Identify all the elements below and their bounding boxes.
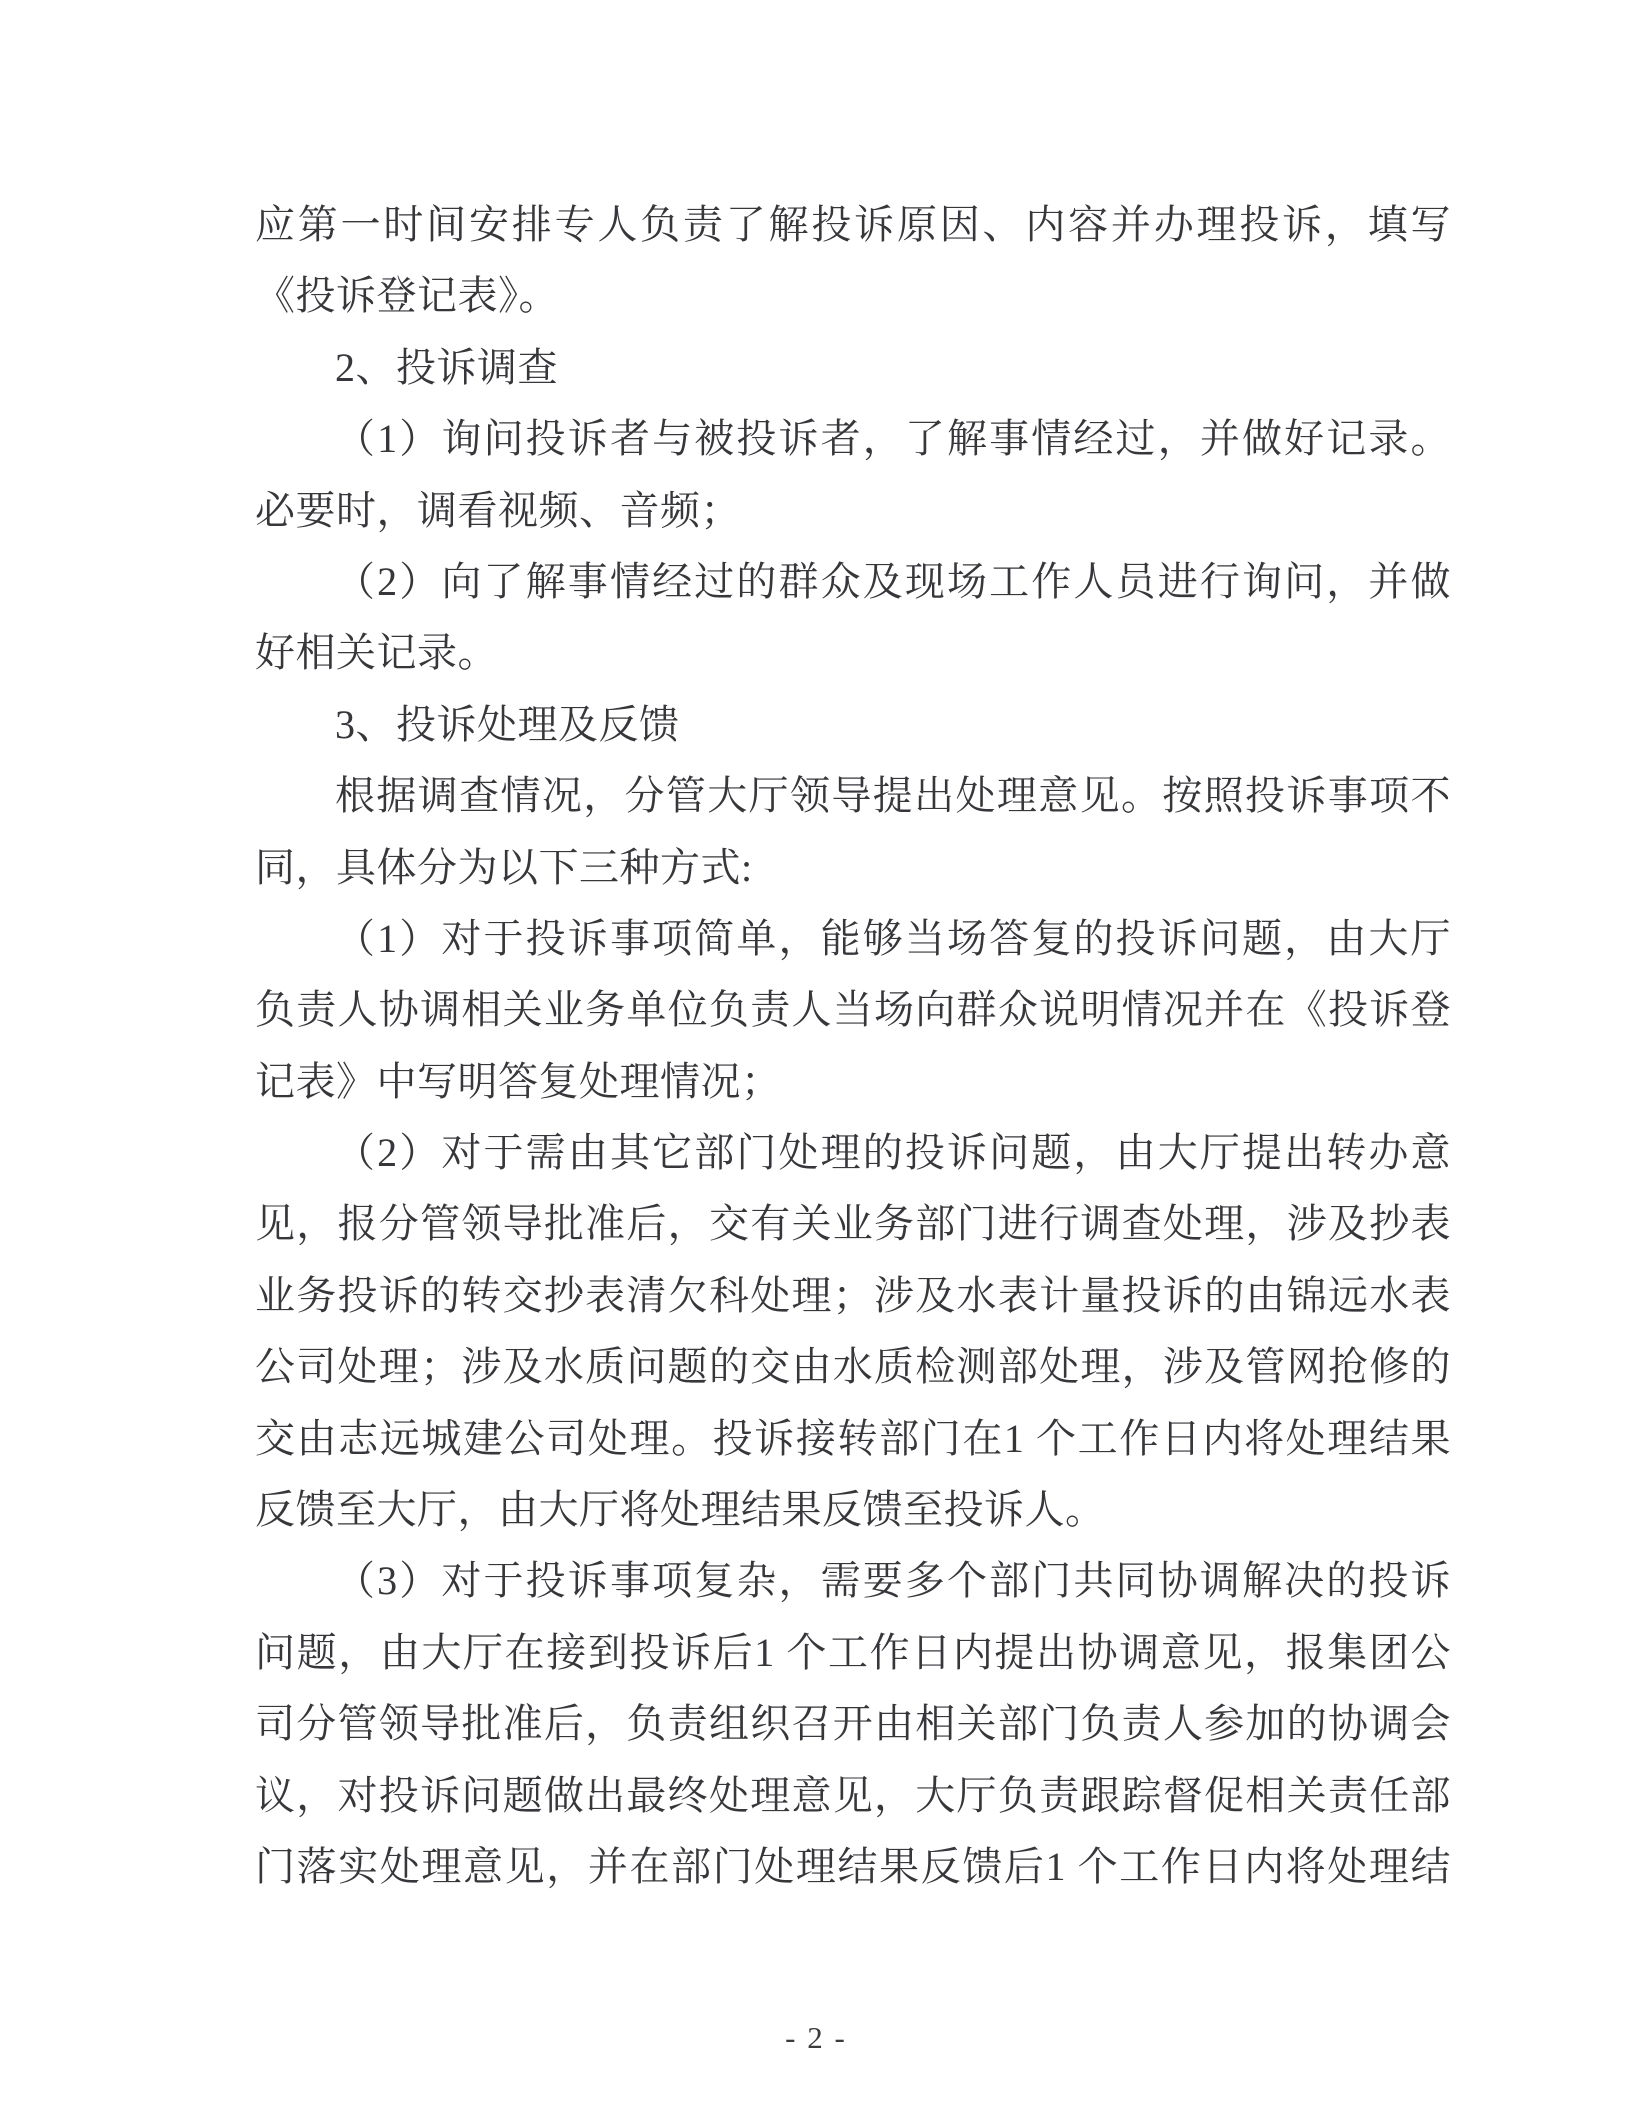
body-line: 门落实处理意见，并在部门处理结果反馈后1 个工作日内将处理结 [255,1843,1451,1889]
body-line: 同，具体分为以下三种方式: [255,844,753,890]
body-line: （1）对于投诉事项简单，能够当场答复的投诉问题，由大厅 [335,915,1451,961]
body-line: 交由志远城建公司处理。投诉接转部门在1 个工作日内将处理结果 [255,1415,1451,1461]
body-line: 记表》中写明答复处理情况； [255,1058,782,1104]
body-line: 公司处理；涉及水质问题的交由水质检测部处理，涉及管网抢修的 [255,1344,1451,1390]
page-number: - 2 - [785,2020,847,2055]
body-line: 问题，由大厅在接到投诉后1 个工作日内提出协调意见，报集团公 [255,1629,1451,1675]
body-line: 必要时，调看视频、音频； [255,487,741,533]
document-body [255,189,1451,1902]
body-line: （1）询问投诉者与被投诉者，了解事情经过，并做好记录。 [335,416,1451,462]
body-line: 《投诉登记表》。 [255,273,559,319]
body-line: （3）对于投诉事项复杂，需要多个部门共同协调解决的投诉 [335,1558,1451,1604]
body-line: 负责人协调相关业务单位负责人当场向群众说明情况并在《投诉登 [255,987,1451,1033]
body-line: （2）向了解事情经过的群众及现场工作人员进行询问，并做 [335,558,1451,604]
body-line: 好相关记录。 [255,630,498,676]
body-line: 见，报分管领导批准后，交有关业务部门进行调查处理，涉及抄表 [255,1201,1451,1247]
body-line: 业务投诉的转交抄表清欠科处理；涉及水表计量投诉的由锦远水表 [255,1272,1451,1318]
body-line: （2）对于需由其它部门处理的投诉问题，由大厅提出转办意 [335,1130,1451,1176]
body-line: 司分管领导批准后，负责组织召开由相关部门负责人参加的协调会 [255,1701,1451,1747]
body-line: 2、投诉调查 [335,344,558,390]
body-line: 根据调查情况，分管大厅领导提出处理意见。按照投诉事项不 [335,773,1451,819]
body-line: 应第一时间安排专人负责了解投诉原因、内容并办理投诉，填写 [255,202,1451,247]
body-line: 3、投诉处理及反馈 [335,701,680,747]
body-line: 反馈至大厅，由大厅将处理结果反馈至投诉人。 [255,1487,1106,1533]
body-line: 议，对投诉问题做出最终处理意见，大厅负责跟踪督促相关责任部 [255,1772,1451,1818]
